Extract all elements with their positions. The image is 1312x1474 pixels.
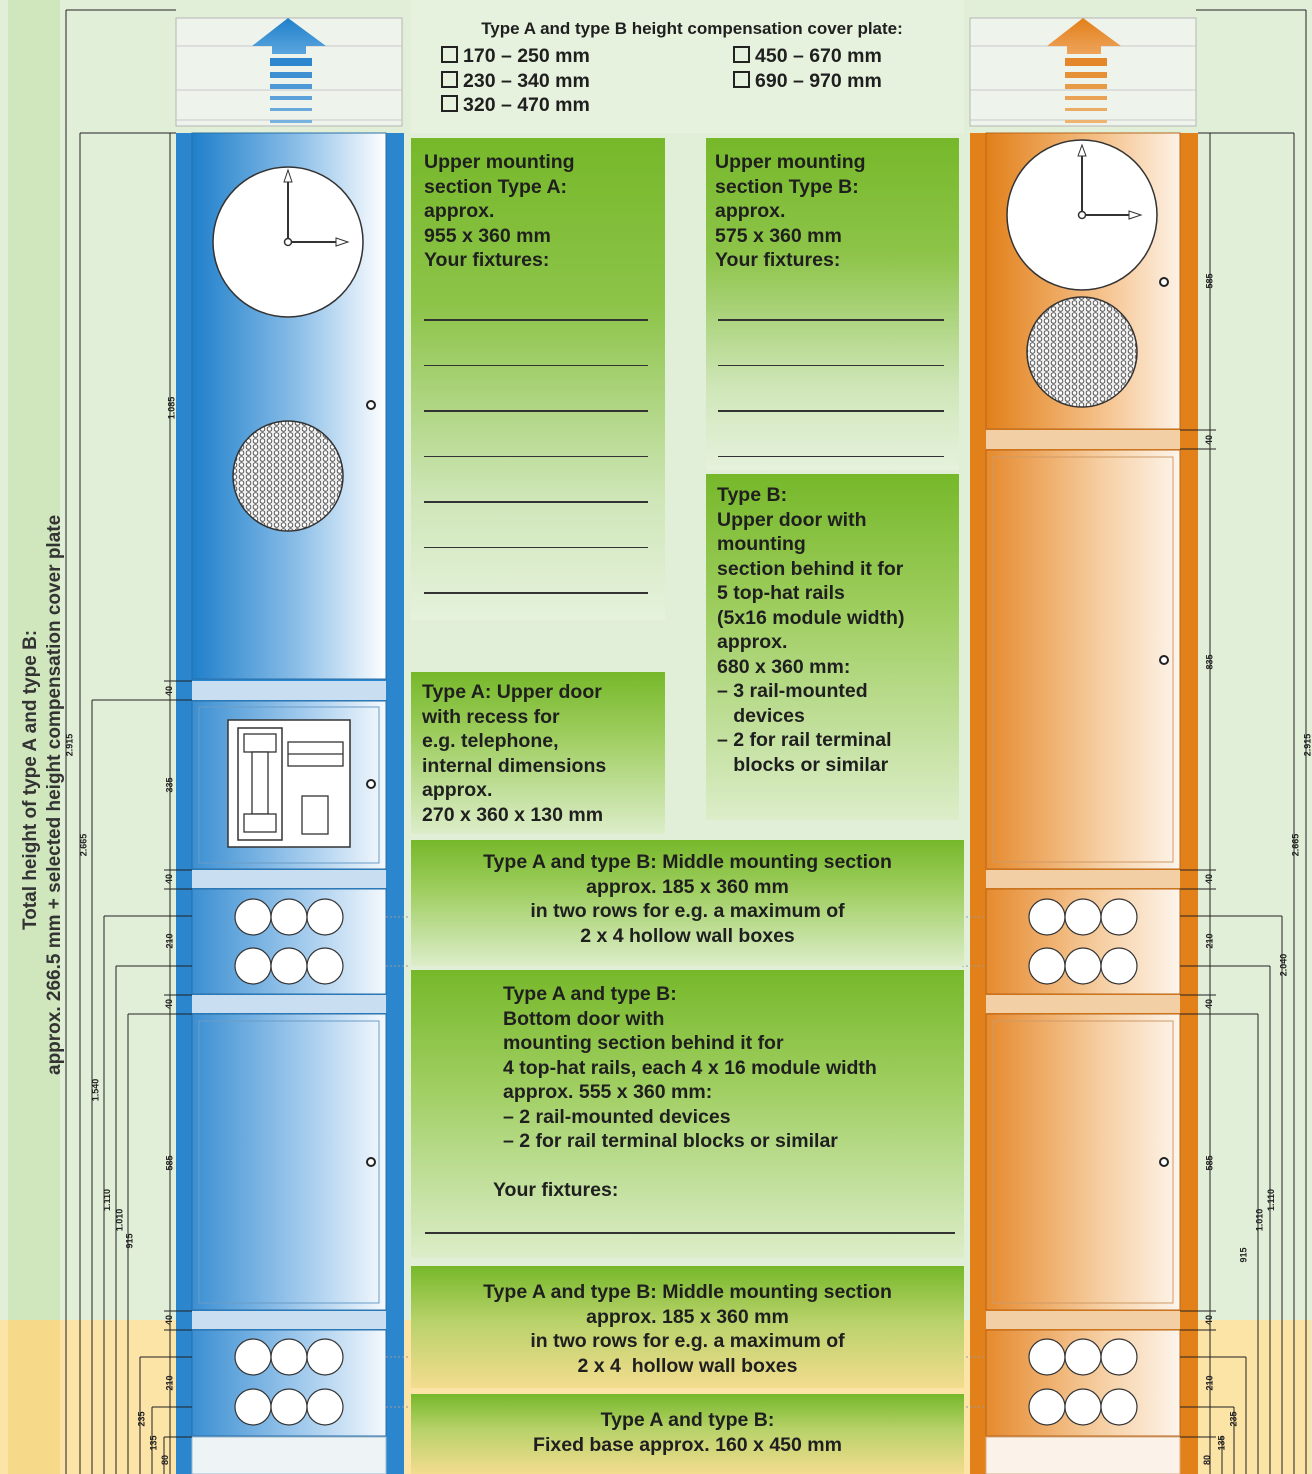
fixture-line[interactable]: [424, 410, 648, 412]
dim-left-40a: 40: [164, 685, 175, 697]
dim-left-1540: 1.540: [90, 1078, 101, 1102]
dim-left-210b: 210: [164, 1375, 175, 1391]
fixture-line[interactable]: [718, 365, 944, 367]
cover-option[interactable]: 450 – 670 mm: [733, 44, 953, 69]
cover-plate-title: Type A and type B height compensation cover plate:: [481, 19, 903, 38]
cover-plate-panel: [411, 0, 964, 133]
lock-icon: [367, 401, 375, 409]
total-height-line2: approx. 266.5 mm + selected height compensation cover plate: [44, 514, 65, 1075]
dim-right-585a: 585: [1204, 273, 1215, 289]
cover-option[interactable]: 690 – 970 mm: [733, 69, 953, 94]
upper-section-b-panel: Upper mounting section Type B: approx. 575 x 360 mm Your fixtures:: [706, 138, 959, 470]
dim-left-210a: 210: [164, 933, 175, 949]
telephone-icon: [228, 720, 350, 847]
fixture-line[interactable]: [424, 456, 648, 458]
type-a-column: [176, 18, 404, 1474]
checkbox-icon[interactable]: [733, 46, 750, 63]
dim-right-40d: 40: [1204, 1314, 1215, 1326]
type-b-door-panel: Type B: Upper door with mounting section behind it for 5 top-hat rails (5x16 module width) approx. 680 x 360 mm: – 3 rail-mounted devices – 2 for rail terminal blocks or similar: [706, 474, 959, 820]
fixture-line[interactable]: [718, 456, 944, 458]
cover-option[interactable]: 230 – 340 mm: [441, 69, 721, 94]
cover-plate-options-left: [441, 44, 721, 118]
checkbox-icon[interactable]: [441, 46, 458, 63]
dim-left-1110: 1.110: [102, 1188, 113, 1212]
dim-right-1110: 1.110: [1266, 1188, 1277, 1212]
type-a-door-panel: Type A: Upper door with recess for e.g. telephone, internal dimensions approx. 270 x 360 x 130 mm: [411, 672, 665, 834]
base-panel: Type A and type B: Fixed base approx. 160 x 450 mm: [411, 1394, 964, 1474]
dim-right-210b: 210: [1204, 1375, 1215, 1391]
cover-plate-options-right: [733, 44, 953, 93]
middle-section-2-panel: Type A and type B: Middle mounting section approx. 185 x 360 mm in two rows for e.g. a maximum of 2 x 4 hollow wall boxes: [411, 1266, 964, 1388]
dim-left-235: 235: [136, 1411, 147, 1427]
checkbox-icon[interactable]: [441, 71, 458, 88]
dim-right-2040: 2.040: [1278, 953, 1289, 977]
dim-left-335: 335: [164, 777, 175, 793]
fixture-line[interactable]: [424, 547, 648, 549]
fixture-line[interactable]: [424, 592, 648, 594]
dim-right-2915: 2.915: [1302, 733, 1312, 757]
checkbox-icon[interactable]: [441, 95, 458, 112]
fixture-line[interactable]: [424, 319, 648, 321]
fixtures-lines-b: [718, 319, 944, 457]
cover-option[interactable]: 320 – 470 mm: [441, 93, 721, 118]
dim-left-1085: 1.085: [166, 396, 177, 420]
dim-left-40b: 40: [164, 873, 175, 885]
dim-left-2915: 2.915: [64, 733, 75, 757]
dim-right-40c: 40: [1204, 998, 1215, 1010]
dim-right-835: 835: [1204, 654, 1215, 670]
dim-left-2665: 2.665: [78, 833, 89, 857]
total-height-label: [12, 0, 75, 1474]
dim-right-135: 135: [1216, 1435, 1227, 1451]
fixture-line[interactable]: [424, 365, 648, 367]
dim-left-80: 80: [160, 1454, 171, 1466]
type-b-column: [970, 18, 1198, 1474]
dim-right-1010: 1.010: [1254, 1208, 1265, 1232]
dim-right-80: 80: [1202, 1454, 1213, 1466]
checkbox-icon[interactable]: [733, 71, 750, 88]
fixture-line[interactable]: [425, 1232, 955, 1234]
cover-option[interactable]: 170 – 250 mm: [441, 44, 721, 69]
fixture-line[interactable]: [718, 319, 944, 321]
dim-right-915: 915: [1238, 1247, 1249, 1263]
dim-left-1010: 1.010: [114, 1208, 125, 1232]
dim-right-585b: 585: [1204, 1155, 1215, 1171]
fixture-line[interactable]: [718, 410, 944, 412]
dim-left-585: 585: [164, 1155, 175, 1171]
middle-section-1-panel: Type A and type B: Middle mounting section approx. 185 x 360 mm in two rows for e.g. a maximum of 2 x 4 hollow wall boxes: [411, 840, 964, 966]
dim-right-235: 235: [1228, 1411, 1239, 1427]
dim-right-2665: 2.665: [1290, 833, 1301, 857]
fixtures-lines-a: [424, 319, 648, 594]
dim-left-40c: 40: [164, 998, 175, 1010]
bottom-door-panel: Type A and type B: Bottom door with mounting section behind it for 4 top-hat rails, each 4 x 16 module width approx. 555 x 360 mm: – 2 rail-mounted devices – 2 for rail terminal blocks or similar Your fixtures:: [411, 970, 964, 1258]
speaker-icon: [233, 421, 343, 531]
upper-section-a-panel: Upper mounting section Type A: approx. 955 x 360 mm Your fixtures:: [411, 138, 665, 620]
dim-right-40a: 40: [1204, 434, 1215, 446]
dim-left-40d: 40: [164, 1314, 175, 1326]
dim-left-915: 915: [124, 1233, 135, 1249]
fixture-line[interactable]: [424, 501, 648, 503]
dim-left-135: 135: [148, 1435, 159, 1451]
dim-right-40b: 40: [1204, 873, 1215, 885]
total-height-line1: Total height of type A and type B:: [20, 629, 41, 930]
dim-right-210a: 210: [1204, 933, 1215, 949]
